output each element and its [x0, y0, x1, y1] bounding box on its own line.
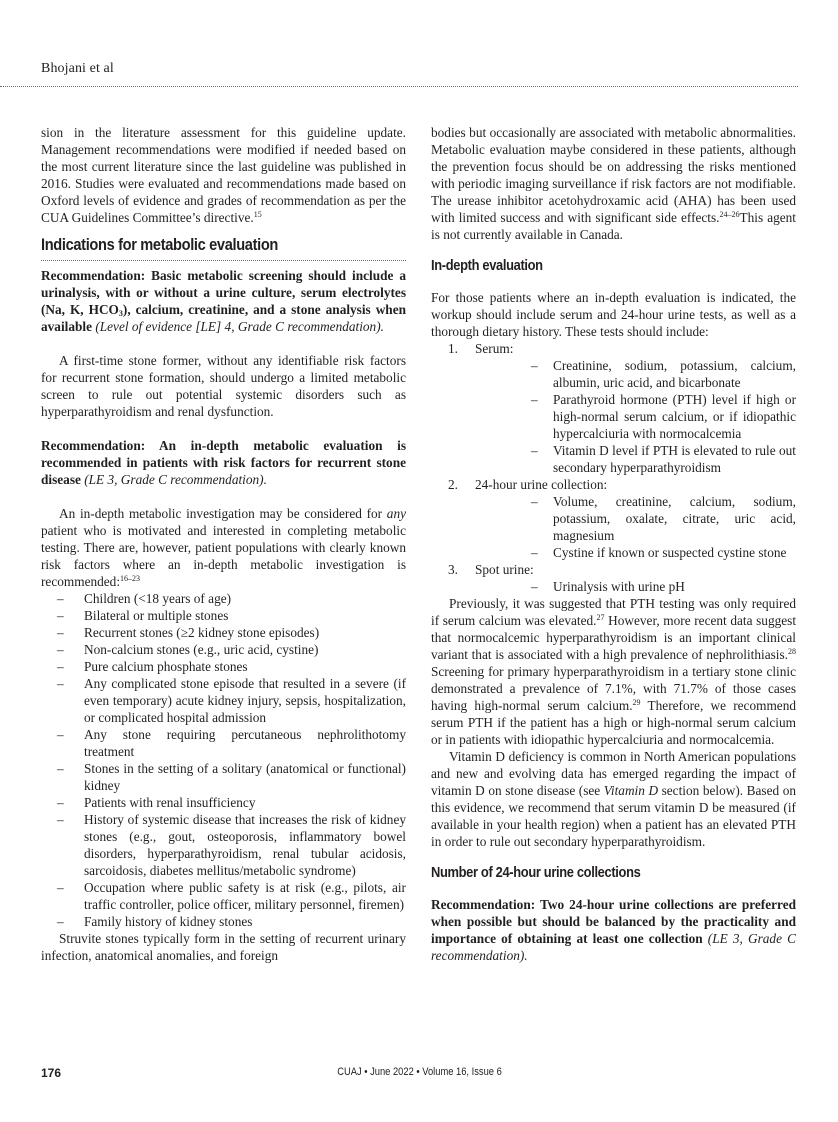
- list-item: – Urinalysis with urine pH: [475, 578, 796, 595]
- list-item: – Cystine if known or suspected cystine stone: [475, 544, 796, 561]
- list-item: – History of systemic disease that increases the risk of kidney stones (e.g., gout, osteoporosis, inflammatory bowel disorders, hyperparathyroidism, renal tubular acidosis, sarcoidosis, diabetes mellitus/metabolic syndrome): [41, 811, 406, 879]
- recommendation-basic-screening: Recommendation: Basic metabolic screening should include a urinalysis, with or without a urine culture, serum electrolytes (Na, K, $HCO_3$), calcium, creatinine, and a stone analysis when available (Level of evidence [LE] 4, Grade C recommendation).: [41, 268, 406, 334]
- serum-test-list: [475, 357, 796, 476]
- section-divider: [41, 260, 406, 261]
- journal-citation: CUAJ • June 2022 • Volume 16, Issue 6: [337, 1066, 502, 1078]
- list-item: – Vitamin D level if PTH is elevated to rule out secondary hyperparathyroidism: [475, 442, 796, 476]
- list-item: – Any stone requiring percutaneous nephrolithotomy treatment: [41, 726, 406, 760]
- reference-24-26: 24–26: [719, 210, 740, 219]
- section-heading-metabolic-evaluation: Indications for metabolic evaluation: [41, 235, 279, 254]
- evidence-level: (Level of evidence [LE] 4, Grade C recommendation).: [95, 319, 384, 334]
- list-item: – Stones in the setting of a solitary (anatomical or functional) kidney: [41, 760, 406, 794]
- urine-collection-list: [475, 493, 796, 561]
- intro-paragraph: sion in the literature assessment for this guideline update. Management recommendations were modified if needed based on the most current literature since the last guideline was published in 2016. Studies were evaluated and recommendations made based on Oxford levels of evidence and grades of recommendation as per the CUA Guidelines Committee’s directive.$^{15}$: [41, 125, 406, 225]
- evidence-level: (LE 3, Grade C recommendation).: [84, 472, 267, 487]
- list-item: – Any complicated stone episode that resulted in a severe (if even temporary) acute kidney injury, sepsis, hospitalization, or complicated hospital admission: [41, 675, 406, 726]
- list-item: – Patients with renal insufficiency: [41, 794, 406, 811]
- struvite-paragraph: Struvite stones typically form in the setting of recurrent urinary infection, anatomical anomalies, and foreign: [41, 931, 406, 963]
- first-time-stone-paragraph: A first-time stone former, without any identifiable risk factors for recurrent stone formation, should undergo a limited metabolic screen to rule out potential systemic disorders such as hyperparathyroidism and renal dysfunction.: [41, 353, 406, 419]
- list-item: – Parathyroid hormone (PTH) level if high or high-normal serum calcium, or if idiopathic hypercalciuria with normocalcemia: [475, 391, 796, 442]
- vitamin-d-paragraph: Vitamin D deficiency is common in North American populations and new and evolving data has emerged regarding the impact of vitamin D on stone disease (see Vitamin D section below). Based on this evidence, we recommend that serum vitamin D be measured (if available in your health region) when a patient has an elevated PTH in order to rule out secondary hyperparathyroidism.: [431, 749, 796, 849]
- spot-urine-list: [475, 578, 796, 595]
- list-item: – Volume, creatinine, calcium, sodium, potassium, oxalate, citrate, uric acid, magnesium: [475, 493, 796, 544]
- list-item: 3. Spot urine: – Urinalysis with urine pH: [431, 561, 796, 595]
- running-head: Bhojani et al: [41, 61, 114, 76]
- recommendation-in-depth: Recommendation: An in-depth metabolic evaluation is recommended in patients with risk factors for recurrent stone disease (LE 3, Grade C recommendation).: [41, 438, 406, 487]
- page-number: 176: [41, 1066, 62, 1080]
- list-item: – Occupation where public safety is at risk (e.g., pilots, air traffic controller, police officer, military personnel, firemen): [41, 879, 406, 913]
- test-list: [431, 340, 796, 595]
- list-item: – Non-calcium stones (e.g., uric acid, cystine): [41, 641, 406, 658]
- section-heading-24-hour-collections: Number of 24-hour urine collections: [431, 864, 641, 881]
- reference-15: 15: [253, 210, 262, 219]
- recommendation-24-hour-collections: Recommendation: Two 24-hour urine collections are preferred when possible but should be balanced by the practicality and importance of obtaining at least one collection (LE 3, Grade C recommendation).: [431, 897, 796, 963]
- list-item: – Bilateral or multiple stones: [41, 607, 406, 624]
- list-item: – Creatinine, sodium, potassium, calcium, albumin, uric acid, and bicarbonate: [475, 357, 796, 391]
- list-item: – Children (<18 years of age): [41, 590, 406, 607]
- list-item: – Recurrent stones (≥2 kidney stone episodes): [41, 624, 406, 641]
- list-item: 2. 24-hour urine collection: – Volume, creatinine, calcium, sodium, potassium, oxalate, citrate, uric acid, magnesium – Cystine if known or suspected cystine stone: [431, 476, 796, 561]
- section-heading-in-depth-evaluation: In-depth evaluation: [431, 257, 543, 274]
- right-column: [431, 124, 796, 964]
- risk-factor-list: [41, 590, 406, 930]
- reference-16-23: 16–23: [120, 574, 141, 583]
- list-item: 1. Serum: – Creatinine, sodium, potassium, calcium, albumin, uric acid, and bicarbonate – Parathyroid hormone (PTH) level if high or high-normal serum calcium, or if idiopathic hypercalciuria with normocalcemia – Vitamin D level if PTH is elevated to rule out secondary hyperparathyroidism: [431, 340, 796, 476]
- in-depth-investigation-paragraph: An in-depth metabolic investigation may be considered for any patient who is motivated and interested in completing metabolic testing. There are, however, patient populations with clearly known risk factors where an in-depth metabolic investigation is recommended:$^{16-23}$: [41, 506, 406, 589]
- pth-paragraph: Previously, it was suggested that PTH testing was only required if serum calcium was elevated.$^{27}$ However, more recent data suggest that normocalcemic hyperparathyroidism is an important clinical variant that is associated with a high prevalence of nephrolithiasis.$^{28}$ Screening for primary hyperparathyroidism in a tertiary stone clinic demonstrated a prevalence of 7.1%, with 71.7% of those cases having high-normal serum calcium.$^{29}$ Therefore, we recommend serum PTH if the patient has a high or high-normal serum calcium or in patients with idiopathic hypercalciuria and normocalcemia.: [431, 596, 797, 747]
- header-divider: [0, 86, 798, 87]
- left-column: [41, 124, 406, 964]
- evidence-level: (LE 3, Grade C recommendation).: [431, 931, 796, 963]
- list-item: – Pure calcium phosphate stones: [41, 658, 406, 675]
- workup-paragraph: For those patients where an in-depth evaluation is indicated, the workup should include serum and 24-hour urine tests, as well as a thorough dietary history. These tests should include:: [431, 290, 796, 339]
- continued-paragraph: bodies but occasionally are associated with metabolic abnormalities. Metabolic evaluation maybe considered in these patients, although the prevention focus should be on addressing the risks mentioned with periodic imaging surveillance if risk factors are not modifiable. The urease inhibitor acetohydroxamic acid (AHA) has been used with limited success and with significant side effects.$^{24-26}$This agent is not currently available in Canada.: [431, 125, 796, 242]
- list-item: – Family history of kidney stones: [41, 913, 406, 930]
